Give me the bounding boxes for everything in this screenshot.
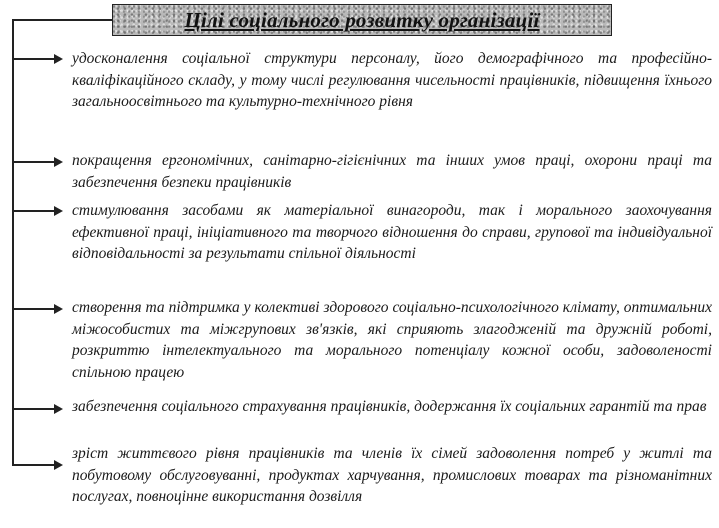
goal-text: створення та підтримка у колективі здорового соціально-психологічного клімату, оптимальних міжособистих та міжгрупових зв'язків, які сприяють злагодженій та дружній роботі, розкриттю інтелектуального та морального потенціалу кожної особи, задоволеності спільною працею xyxy=(72,299,712,381)
title-box xyxy=(112,4,612,36)
goal-text: стимулювання засобами як матеріальної винагороди, так і морального заохочування ефективної праці, ініціативного та творчого відношення до справи, групової та індивідуальної відповідальності за результати спільної діяльності xyxy=(72,202,712,262)
goal-text: забезпечення соціального страхування працівників, додержання їх соціальних гарантій та прав xyxy=(72,398,707,415)
branch-line xyxy=(12,58,56,60)
arrow-right-icon xyxy=(54,304,63,314)
branch-line xyxy=(12,161,56,163)
diagram-title: Цілі соціального розвитку організації xyxy=(184,7,540,32)
goal-text: зріст життєвого рівня працівників та членів їх сімей задоволення потреб у житлі та побутовому обслуговуванні, продуктах харчування, промислових товарах та різноманітних послугах, повноцінне використання дозвілля xyxy=(72,445,712,505)
arrow-right-icon xyxy=(54,460,63,470)
branch-line xyxy=(12,308,56,310)
branch-line xyxy=(12,210,56,212)
goal-text: удосконалення соціальної структури персоналу, його демографічного та професійно-кваліфікаційного складу, у тому числі регулювання чисельності працівників, підвищення їхнього загальноосвітнього та культурно-технічного рівня xyxy=(72,50,712,110)
branch-line xyxy=(12,408,56,410)
arrow-right-icon xyxy=(54,157,63,167)
arrow-right-icon xyxy=(54,54,63,64)
title-connector-line xyxy=(12,19,113,21)
goal-text: покращення ергономічних, санітарно-гігієнічних та інших умов праці, охорони праці та забезпечення безпеки працівників xyxy=(72,152,712,191)
vertical-connector-line xyxy=(12,19,14,465)
arrow-right-icon xyxy=(54,206,63,216)
arrow-right-icon xyxy=(54,404,63,414)
branch-line xyxy=(12,464,56,466)
